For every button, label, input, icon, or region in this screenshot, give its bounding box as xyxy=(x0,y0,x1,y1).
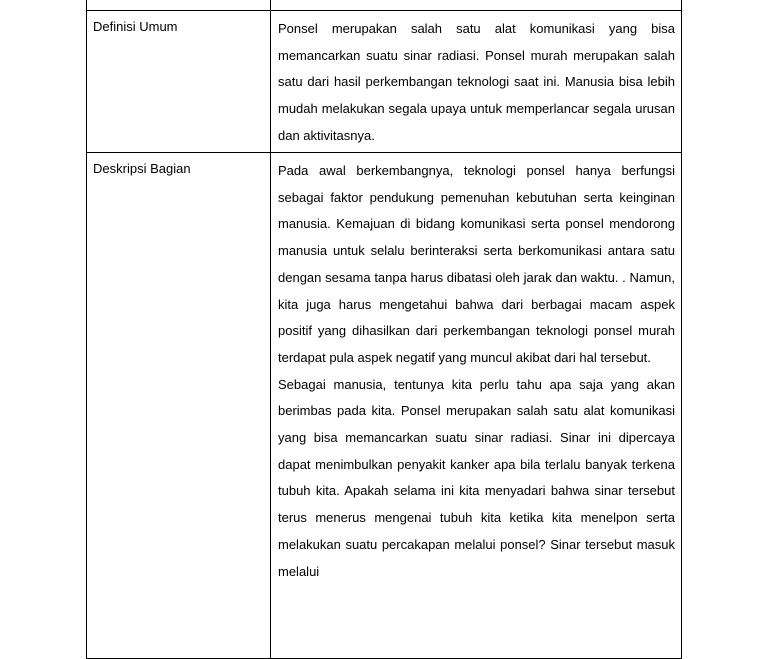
top-content-cell xyxy=(271,0,682,11)
deskripsi-bagian-paragraph-1: Pada awal berkembangnya, teknologi ponsel hanya berfungsi sebagai faktor pendukung pemenuhan kebutuhan serta keinginan manusia. Kemajuan di bidang komunikasi serta ponsel mendorong manusia untuk selalu berinteraksi serta berkomunikasi antara satu dengan sesama tanpa harus dibatasi oleh jarak dan waktu. . Namun, kita juga harus mengetahui bahwa dari berbagai macam aspek positif yang dihasilkan dari perkembangan teknologi ponsel murah terdapat pula aspek negatif yang muncul akibat dari hal tersebut. xyxy=(278,163,675,365)
row-content-cell xyxy=(271,11,682,153)
row-label-cell xyxy=(87,11,271,153)
definisi-umum-paragraph: Ponsel merupakan salah satu alat komunikasi yang bisa memancarkan suatu sinar radiasi. Ponsel murah merupakan salah satu dari hasil perkembangan teknologi saat ini. Manusia bisa lebih mudah melakukan segala upaya untuk memperlancar segala urusan dan aktivitasnya. xyxy=(278,21,675,143)
table-row-definisi-umum xyxy=(87,11,682,153)
table-row-deskripsi-bagian xyxy=(87,153,682,659)
row-content-cell xyxy=(271,153,682,659)
top-label-cell xyxy=(87,0,271,11)
table-top-row xyxy=(87,0,682,11)
row-label-cell xyxy=(87,153,271,659)
row-label-deskripsi-bagian: Deskripsi Bagian xyxy=(93,161,191,176)
row-label-definisi-umum: Definisi Umum xyxy=(93,19,178,34)
document-table xyxy=(86,0,682,659)
deskripsi-bagian-paragraph-2: Sebagai manusia, tentunya kita perlu tahu apa saja yang akan berimbas pada kita. Ponsel merupakan salah satu alat komunikasi yang bisa memancarkan suatu sinar radiasi. Sinar ini dipercaya dapat menimbulkan penyakit kanker apa bila terlalu banyak terkena tubuh kita. Apakah selama ini kita menyadari bahwa sinar tersebut terus menerus mengenai tubuh kita ketika kita menelpon serta melakukan suatu percakapan melalui ponsel? Sinar tersebut masuk melalui xyxy=(278,376,675,579)
